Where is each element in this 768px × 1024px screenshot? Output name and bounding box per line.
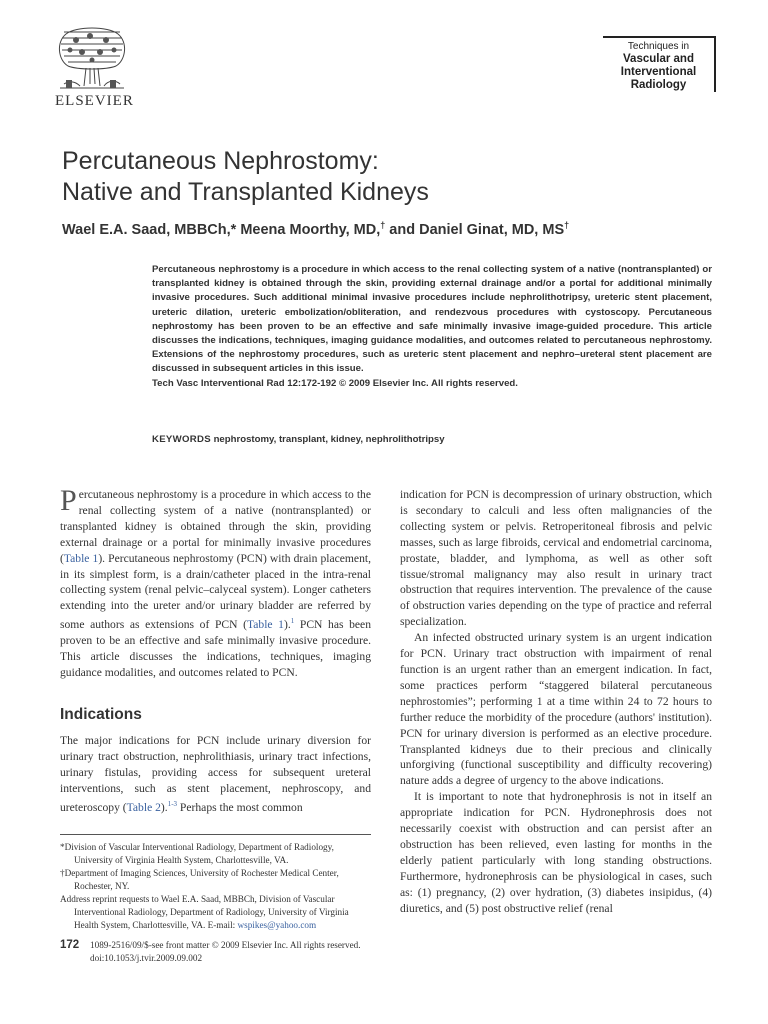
intro-text-b: ). Percutaneous nephrostomy (PCN) with drain placement, in its simplest form, is a drain/catheter placed in the intra-renal collecting system (renal pelvic–calyceal system). Longer catheters extending into the ureter and/or urinary bladder are referred by some authors as extensions of PCN ( [60, 551, 371, 632]
intro-text-a: ercutaneous nephrostomy is a procedure in which access to the renal collecting system of a native (nontransplanted) or transplanted kidney is obtained through the skin, providing external drainage or a portal for minimally invasive procedures ( [60, 488, 371, 565]
title-line-2: Native and Transplanted Kidneys [62, 178, 429, 206]
author-2: Meena Moorthy, MD, [236, 221, 381, 238]
body-right-column [400, 487, 712, 916]
footer-doi: doi:10.1053/j.tvir.2009.09.002 [90, 952, 203, 963]
footnotes [60, 841, 371, 932]
indications-paragraph [60, 733, 371, 815]
section-heading-indications: Indications [60, 706, 142, 723]
body-left-column [60, 484, 371, 681]
intro-paragraph [60, 484, 371, 681]
keywords-text: nephrostomy, transplant, kidney, nephrolithotripsy [210, 434, 445, 445]
email-link[interactable]: wspikes@yahoo.com [237, 919, 317, 930]
footnote-divider [60, 834, 371, 835]
elsevier-tree-icon [56, 24, 128, 94]
right-paragraph-3: It is important to note that hydronephrosis is not in itself an appropriate indication for PCN. Hydronephrosis does not necessarily coexist with obstruction and can persist after an obstruction has been relieved, even lasting for months in the elderly patient particularly with long standing obstructions. Furthermore, hydronephrosis can be physiological in cases, such as: (1) pregnancy, (2) over hydration, (3) diabetes insipidus, (4) diuretics, and (5) post obstructive relief (renal [400, 790, 712, 915]
intro-text-c: ). [283, 618, 291, 632]
keywords-label: KEYWORDS [152, 434, 211, 445]
ref-1-3-link[interactable]: 1-3 [167, 799, 178, 808]
indications-text-a: The major indications for PCN include urinary diversion for urinary tract obstruction, nephrolithiasis, urinary tract infections, urinary fistulas, providing access for subsequent ureteral interventions, such as stent placement, nephroscopy, and ureteroscopy ( [60, 734, 371, 814]
footnote-3 [60, 893, 371, 931]
indications-text-b: ). [160, 800, 168, 814]
table-1-link[interactable]: Table 1 [63, 551, 99, 565]
author-2-mark: † [380, 220, 386, 230]
author-1-mark: * [230, 221, 237, 238]
author-3: and Daniel Ginat, MD, MS [385, 221, 565, 238]
journal-line-3: Interventional [620, 66, 697, 78]
keywords [152, 434, 712, 445]
footnote-1: *Division of Vascular Interventional Radiology, Department of Radiology, University of Virginia Health System, Charlottesville, VA. [60, 842, 334, 865]
abstract-citation: Tech Vasc Interventional Rad 12:172-192 © 2009 Elsevier Inc. All rights reserved. [152, 377, 518, 389]
page-footer [60, 939, 400, 964]
journal-line-4: Radiology [630, 79, 687, 91]
table-1-link-2[interactable]: Table 1 [246, 618, 284, 632]
right-paragraph-1: indication for PCN is decompression of urinary obstruction, which is secondary to calculi and less often malignancies of the collecting system or pelvis. Retroperitoneal fibrosis and pelvic masses, such as large fibroids, cervical and endometrial carcinoma, prostate, bladder, and lymphoma, as well as other soft tissue/stromal malignancy may also result in urinary tract obstruction that requires intervention. The prevalence of the cause of obstruction varies depending on the type of practice and referral specialization. [400, 488, 712, 629]
abstract [152, 263, 712, 391]
page-number: 172 [60, 939, 80, 951]
journal-title [603, 36, 716, 92]
footer-copyright: 1089-2516/09/$-see front matter © 2009 Elsevier Inc. All rights reserved. [90, 940, 361, 950]
author-list [62, 220, 569, 238]
footnote-3-text: Address reprint requests to Wael E.A. Saad, MBBCh, Division of Vascular Interventional Radiology, Department of Radiology, University of Virginia Health System, Charlottesville, VA. E-mail: [60, 894, 349, 930]
publisher-name: ELSEVIER [55, 93, 134, 109]
author-3-mark: † [564, 220, 570, 230]
drop-cap: P [60, 484, 77, 517]
title-line-1: Percutaneous Nephrostomy: [62, 147, 379, 175]
intro-text-d: PCN has been proven to be an effective and safe minimally invasive procedure. This article discusses the indications, techniques, imaging guidance modalities, and outcomes related to PCN. [60, 618, 371, 679]
right-paragraph-2: An infected obstructed urinary system is an urgent indication for PCN. Urinary tract obstruction with impairment of renal function is an urgent rather than an emergent indication. In fact, some practices perform “staggered bilateral percutaneous nephrostomies”; performing 1 at a time within 24 to 72 hours to further reduce the morbidity of the procedure (authors' institution). PCN for urinary diversion is performed as an elective procedure. Transplanted kidneys due to their precious and clinically unforgiving (functional susceptibility and difficulty recovering) nature adds a degree of urgency to the above indications. [400, 631, 712, 788]
ref-1-link[interactable]: 1 [290, 617, 295, 626]
abstract-text: Percutaneous nephrostomy is a procedure in which access to the renal collecting system of a native (nontransplanted) or transplanted kidney is obtained through the skin, providing external drainage and/or a portal for additional minimally invasive procedures. Such additional minimal invasive procedures include nephrolithotripsy, ureteric stent placement, ureteric dilation, ureteric embolization/obliteration, and rendezvous procedures with cystoscopy. Percutaneous nephrostomy has been proven to be an effective and safe minimally invasive image-guided procedure. This article discusses the indications, techniques, imaging guidance modalities, and outcomes related to percutaneous nephrostomy. Extensions of the nephrostomy procedures, such as ureteric stent placement and nephro–ureteral stent placement are discussed in subsequent articles in this issue. [152, 264, 712, 375]
table-2-link[interactable]: Table 2 [126, 800, 161, 814]
indications-text-c: Perhaps the most common [177, 800, 303, 814]
footnote-2: †Department of Imaging Sciences, University of Rochester Medical Center, Rochester, NY. [60, 868, 339, 891]
journal-line-1: Techniques in [627, 41, 690, 52]
article-title [62, 146, 712, 208]
journal-line-2: Vascular and [623, 53, 694, 65]
author-1: Wael E.A. Saad, MBBCh, [62, 221, 231, 238]
